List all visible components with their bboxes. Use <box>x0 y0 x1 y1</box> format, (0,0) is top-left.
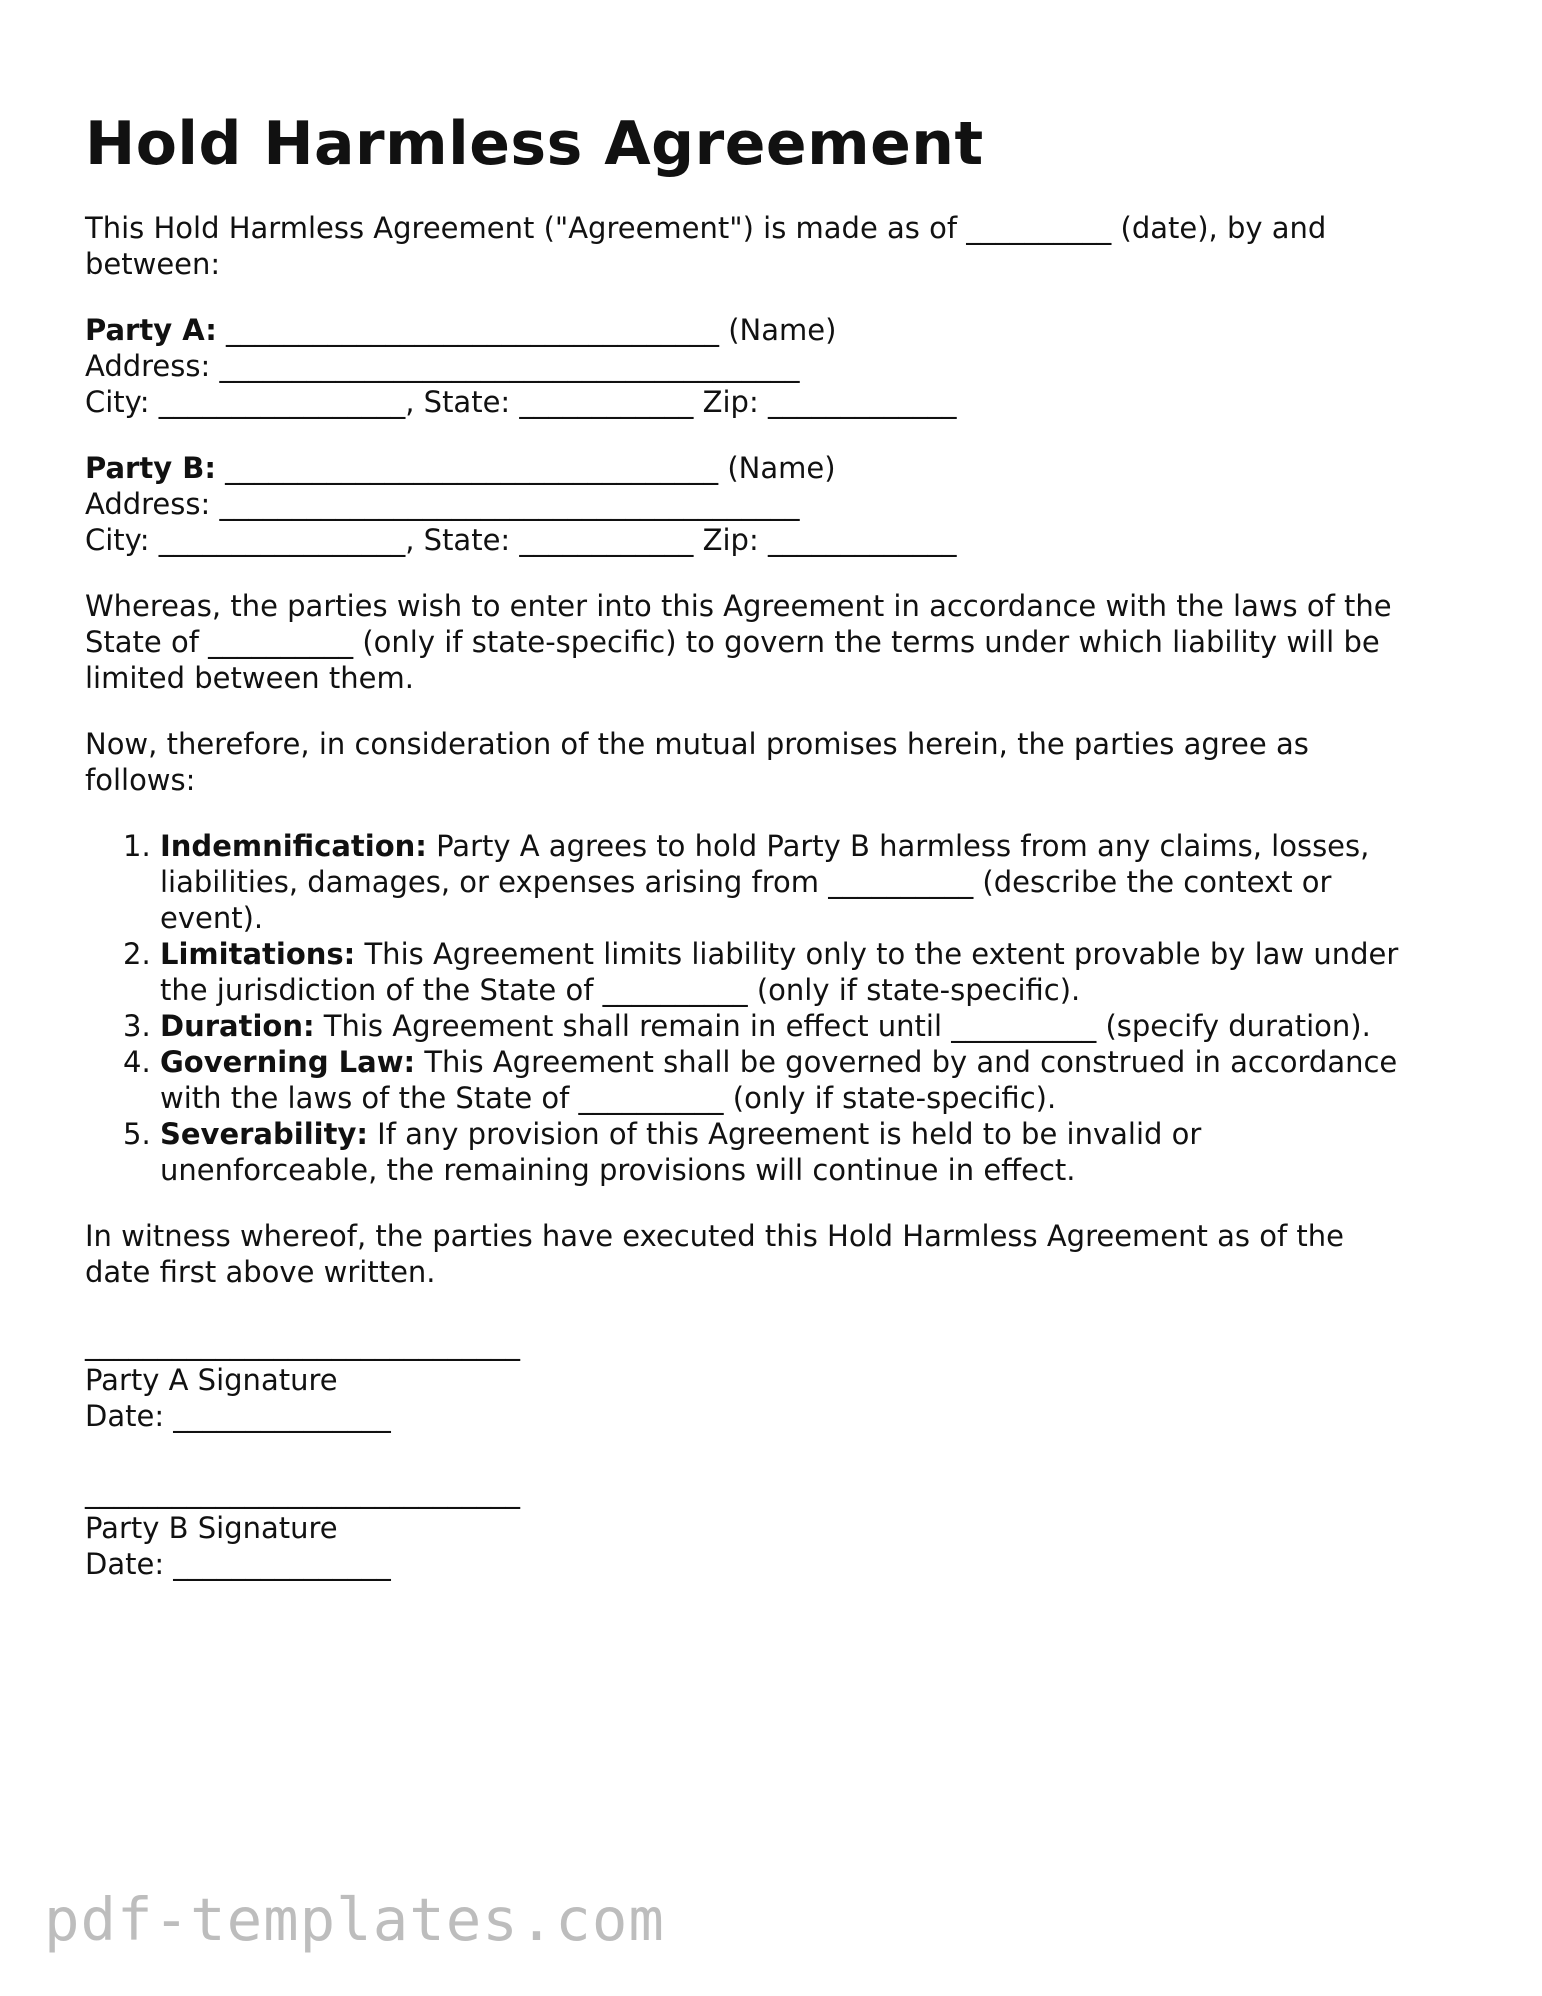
party-a-signature-label: Party A Signature <box>85 1363 338 1397</box>
party-b-name-field: __________________________________ (Name) <box>215 451 836 485</box>
clause-text: This Agreement limits liability only to the extent provable by law under <box>355 937 1399 971</box>
party-b-signature-label: Party B Signature <box>85 1511 338 1545</box>
clause-continuation: unenforceable, the remaining provisions will continue in effect. <box>160 1153 1076 1187</box>
clause-heading: Limitations: <box>160 937 356 971</box>
party-a-city-state-zip: City: _________________, State: ____________ Zip: _____________ <box>85 385 957 419</box>
party-a-label: Party A: <box>85 313 217 347</box>
clause-first-line <box>123 828 1485 864</box>
party-b-date-field: Date: _______________ <box>85 1547 391 1581</box>
clause-text: This Agreement shall remain in effect until __________ (specify duration). <box>314 1009 1371 1043</box>
clause-continuation: the jurisdiction of the State of __________ (only if state-specific). <box>160 973 1081 1007</box>
clause-item <box>123 1008 1485 1044</box>
now-therefore-paragraph <box>85 726 1485 798</box>
clause-first-line <box>123 1044 1485 1080</box>
clause-item <box>123 1044 1485 1116</box>
party-b-signature-block <box>85 1474 1485 1582</box>
clause-heading: Duration: <box>160 1009 315 1043</box>
clause-number: 1. <box>123 829 151 863</box>
witness-line: date first above written. <box>85 1255 436 1289</box>
party-b-signature-line: ______________________________ <box>85 1475 520 1509</box>
party-a-name-field: __________________________________ (Name) <box>216 313 837 347</box>
now-therefore-line: Now, therefore, in consideration of the mutual promises herein, the parties agree as <box>85 727 1309 761</box>
witness-line: In witness whereof, the parties have executed this Hold Harmless Agreement as of the <box>85 1219 1344 1253</box>
party-b-name-row <box>85 450 1485 486</box>
clause-continuation: event). <box>160 901 264 935</box>
clause-continuation: liabilities, damages, or expenses arising from __________ (describe the context or <box>160 865 1332 899</box>
document-title: Hold Harmless Agreement <box>85 109 984 179</box>
clause-first-line <box>123 1008 1485 1044</box>
party-a-signature-block <box>85 1326 1485 1434</box>
clause-number: 5. <box>123 1117 151 1151</box>
party-a-name-row <box>85 312 1485 348</box>
party-a-date-field: Date: _______________ <box>85 1399 391 1433</box>
whereas-line: Whereas, the parties wish to enter into this Agreement in accordance with the laws of the <box>85 589 1392 623</box>
clause-heading: Severability: <box>160 1117 368 1151</box>
intro-line: This Hold Harmless Agreement ("Agreement") is made as of __________ (date), by and <box>85 211 1327 245</box>
party-a-address-field: Address: ________________________________________ <box>85 349 800 383</box>
party-b-address-field: Address: ________________________________________ <box>85 487 800 521</box>
party-b-city-state-zip: City: _________________, State: ____________ Zip: _____________ <box>85 523 957 557</box>
witness-paragraph <box>85 1218 1485 1290</box>
party-a-signature-line: ______________________________ <box>85 1327 520 1361</box>
clause-number: 4. <box>123 1045 151 1079</box>
party-a-block <box>85 312 1485 420</box>
watermark: pdf-templates.com <box>44 1885 665 1954</box>
clause-heading: Indemnification: <box>160 829 427 863</box>
party-b-label: Party B: <box>85 451 216 485</box>
document-page <box>85 108 1485 1582</box>
intro-paragraph <box>85 210 1485 282</box>
whereas-line: State of __________ (only if state-specific) to govern the terms under which liability will be <box>85 625 1380 659</box>
clause-number: 2. <box>123 937 151 971</box>
whereas-line: limited between them. <box>85 661 414 695</box>
party-b-block <box>85 450 1485 558</box>
clause-heading: Governing Law: <box>160 1045 416 1079</box>
now-therefore-line: follows: <box>85 763 196 797</box>
clause-text: Party A agrees to hold Party B harmless from any claims, losses, <box>426 829 1370 863</box>
clause-first-line <box>123 1116 1485 1152</box>
clause-first-line <box>123 936 1485 972</box>
clause-item <box>123 936 1485 1008</box>
intro-line: between: <box>85 247 221 281</box>
clause-item <box>123 1116 1485 1188</box>
clause-item <box>123 828 1485 936</box>
clause-text: If any provision of this Agreement is held to be invalid or <box>367 1117 1202 1151</box>
clause-number: 3. <box>123 1009 151 1043</box>
clause-text: This Agreement shall be governed by and construed in accordance <box>415 1045 1398 1079</box>
clause-continuation: with the laws of the State of __________ (only if state-specific). <box>160 1081 1057 1115</box>
clauses-list <box>85 828 1485 1188</box>
whereas-paragraph <box>85 588 1485 696</box>
